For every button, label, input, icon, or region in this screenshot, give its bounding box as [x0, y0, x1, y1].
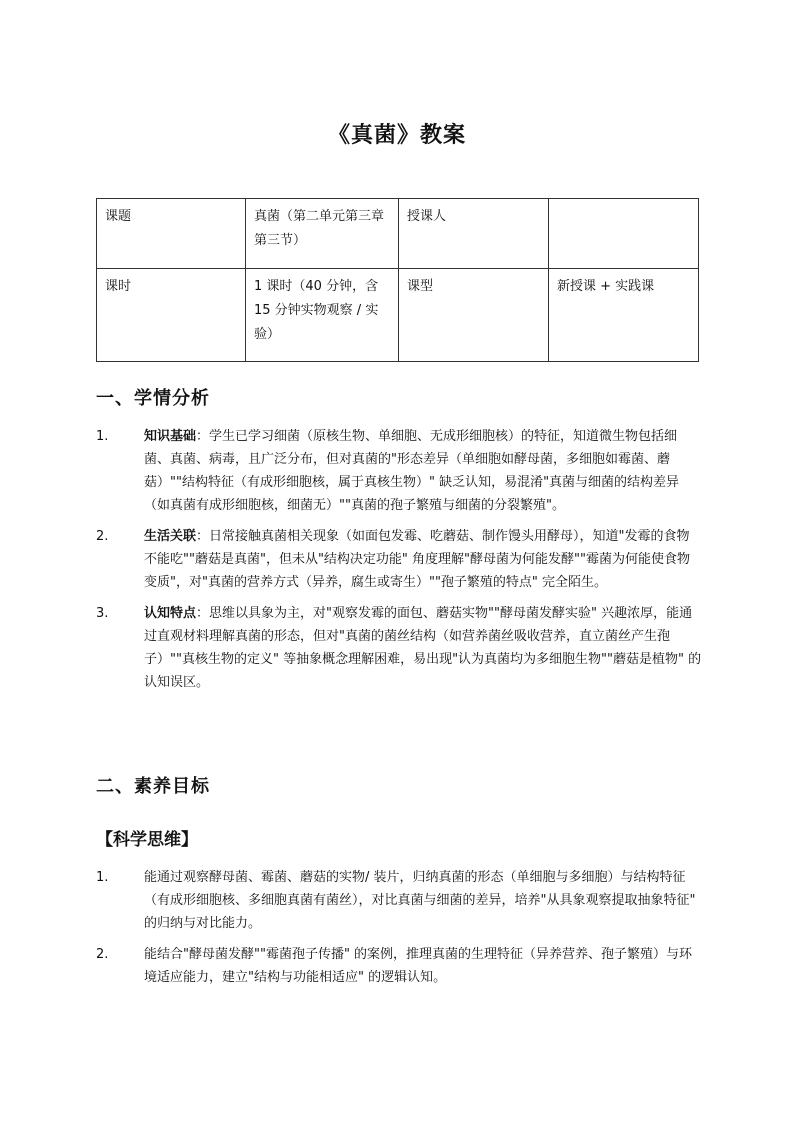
list-number: 2.: [96, 947, 109, 962]
list-item: [96, 943, 702, 989]
table-cell: 课时: [97, 269, 246, 362]
document-title: 《真菌》教案: [327, 123, 466, 148]
list-item: [96, 525, 702, 594]
section-heading: 一、学情分析: [96, 388, 210, 409]
table-row: [97, 199, 699, 269]
list-number: 1.: [96, 429, 109, 444]
item-text: ：思维以具象为主，对"观察发霉的面包、蘑菇实物""酵母菌发酵实验" 兴趣浓厚，能通过直观材料理解真菌的形态，但对"真菌的菌丝结构（如营养菌丝吸收营养，直立菌丝产生孢子）""真核生物的定义" 等抽象概念理解困难，易出现"认为真菌均为多细胞生物""蘑菇是植物" 的认知误区。: [144, 606, 702, 690]
competency-goals-list: [96, 866, 702, 997]
list-item: [96, 602, 702, 694]
item-lead: 生活关联: [144, 529, 197, 544]
table-cell: 课题: [97, 199, 246, 269]
table-cell: 真菌（第二单元第三章第三节）: [246, 199, 399, 269]
list-item: [96, 425, 702, 517]
item-text: ：日常接触真菌相关现象（如面包发霉、吃蘑菇、制作馒头用酵母），知道"发霉的食物不能吃""蘑菇是真菌"，但未从"结构决定功能" 角度理解"酵母菌为何能发酵""霉菌为何能使食物变质"，对"真菌的营养方式（异养，腐生或寄生）""孢子繁殖的特点" 完全陌生。: [144, 529, 690, 590]
table-cell: [549, 199, 699, 269]
list-number: 1.: [96, 870, 109, 885]
table-cell: 课型: [399, 269, 549, 362]
subsection-heading: 【科学思维】: [96, 830, 198, 850]
list-item: [96, 866, 702, 935]
table-cell: 1 课时（40 分钟，含 15 分钟实物观察 / 实验）: [246, 269, 399, 362]
lesson-info-table: [96, 198, 699, 362]
table-row: [97, 269, 699, 362]
item-text: 能通过观察酵母菌、霉菌、蘑菇的实物/ 装片，归纳真菌的形态（单细胞与多细胞）与结构特征（有成形细胞核、多细胞真菌有菌丝），对比真菌与细菌的差异，培养"从具象观察提取抽象特征" 的归纳与对比能力。: [144, 870, 696, 931]
learner-analysis-list: [96, 425, 702, 702]
table-cell: 授课人: [399, 199, 549, 269]
item-text: ：学生已学习细菌（原核生物、单细胞、无成形细胞核）的特征，知道微生物包括细菌、真菌、病毒，且广泛分布，但对真菌的"形态差异（单细胞如酵母菌，多细胞如霉菌、蘑菇）""结构特征（有成形细胞核，属于真核生物）" 缺乏认知，易混淆"真菌与细菌的结构差异（如真菌有成形细胞核，细菌无）""真菌的孢子繁殖与细菌的分裂繁殖"。: [144, 429, 680, 513]
table-cell: 新授课 + 实践课: [549, 269, 699, 362]
list-number: 3.: [96, 606, 109, 621]
item-lead: 知识基础: [144, 429, 197, 444]
item-text: 能结合"酵母菌发酵""霉菌孢子传播" 的案例，推理真菌的生理特征（异养营养、孢子繁殖）与环境适应能力，建立"结构与功能相适应" 的逻辑认知。: [144, 947, 693, 985]
item-lead: 认知特点: [144, 606, 197, 621]
list-number: 2.: [96, 529, 109, 544]
section-heading: 二、素养目标: [96, 776, 210, 797]
